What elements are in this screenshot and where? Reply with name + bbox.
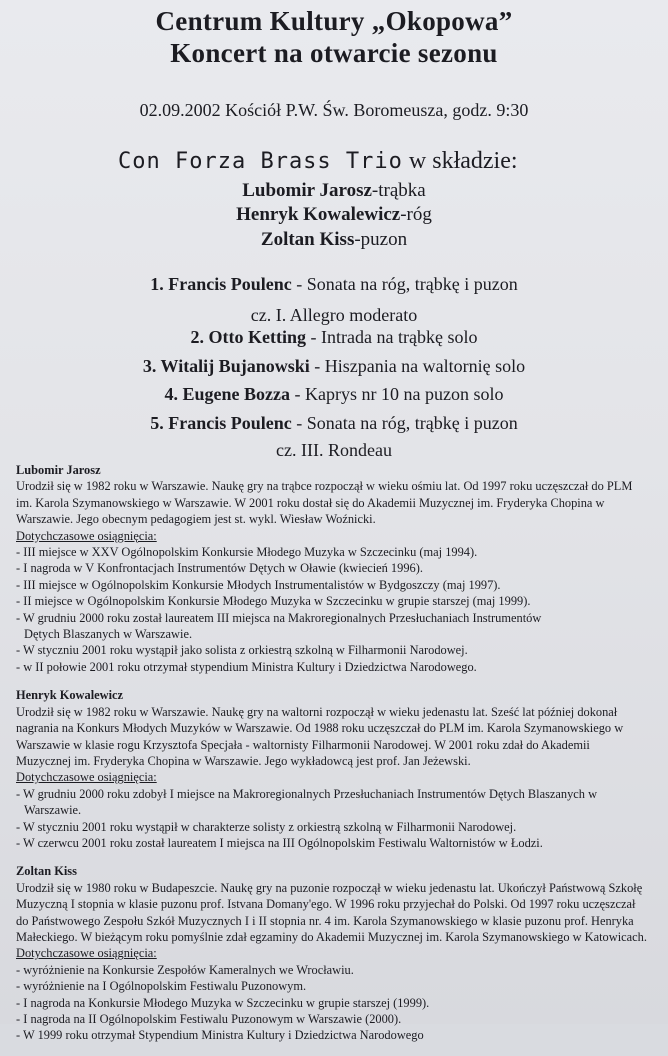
achievement-item: - W grudniu 2000 roku został laureatem III miejsca na Makroregionalnych Przesłuchaniach Instrumentów — [16, 610, 542, 625]
bio-name: Lubomir Jarosz — [16, 463, 101, 477]
bio-kiss — [16, 863, 656, 1043]
program-work: - Intrada na trąbkę solo — [306, 327, 478, 347]
bio-text-line: Małeckiego. W bieżącym roku pomyślnie zdał egzaminy do Akademii Muzycznej im. Karola Szymanowskiego w Katowicach. — [16, 929, 647, 944]
achievement-item: - I nagroda na II Ogólnopolskim Festiwalu Puzonowym w Warszawie (2000). — [16, 1012, 402, 1026]
member-line — [0, 229, 668, 251]
achievement-item: - I nagroda na Konkursie Młodego Muzyka w Szczecinku w grupie starszej (1999). — [16, 995, 430, 1010]
achievement-item: Warszawie. — [24, 803, 82, 818]
program-composer: Francis Poulenc — [168, 274, 292, 294]
achievement-item: - III miejsce w Ogólnopolskim Konkursie Młodych Instrumentalistów w Bydgoszczy (maj 1997). — [16, 577, 501, 592]
member-instrument: -róg — [400, 204, 432, 225]
program-number: 2. — [190, 327, 205, 347]
program-composer: Otto Ketting — [208, 327, 307, 347]
achievement-item: - W 1999 roku otrzymał Stypendium Ministra Kultury i Dziedzictwa Narodowego — [16, 1028, 424, 1043]
bio-jarosz — [16, 462, 656, 675]
member-instrument: -trąbka — [371, 180, 426, 201]
ensemble-suffix: w składzie: — [402, 148, 518, 174]
achievements-title: Dotychczasowe osiągnięcia: — [16, 770, 157, 785]
program-work: - Hiszpania na waltornię solo — [309, 356, 526, 376]
program-number: 1. — [150, 274, 164, 294]
biographies — [16, 462, 656, 1056]
bio-kowalewicz — [16, 687, 656, 851]
achievement-item: - II miejsce w Ogólnopolskim Konkursie Młodego Muzyka w Szczecinku w grupie starszej (maj 1999). — [16, 594, 531, 609]
concert-title: Koncert na otwarcie sezonu — [170, 38, 498, 68]
program-item — [0, 327, 668, 348]
program-number: 5. — [150, 413, 164, 433]
date-venue-line: 02.09.2002 Kościół P.W. Św. Boromeusza, godz. 9:30 — [139, 100, 529, 120]
program-number: 4. — [164, 384, 179, 404]
member-instrument: -puzon — [354, 229, 408, 250]
bio-text-line: Muzycznej im. Fryderyka Chopina w Warszawie. Jego wykładowcą jest prof. Jan Jeżewski. — [16, 753, 471, 768]
bio-text-line: Urodził się w 1980 roku w Budapeszcie. Naukę gry na puzonie rozpoczął w wieku jedenastu lat. Ukończył Państwową Szkołę — [16, 880, 643, 895]
program-number: 3. — [142, 356, 157, 376]
achievement-item: Dętych Blaszanych w Warszawie. — [24, 627, 193, 642]
program-work: - Kaprys nr 10 na puzon solo — [290, 384, 504, 404]
achievement-item: - W czerwcu 2001 roku został laureatem I miejsca na III Ogólnopolskim Festiwalu Waltornistów w Łodzi. — [16, 835, 543, 850]
program-movement: cz. I. Allegro moderato — [250, 305, 418, 325]
program-item — [0, 384, 668, 405]
bio-text-line: Warszawie. Jego obecnym pedagogiem jest st. wykl. Wiesław Woźnicki. — [16, 512, 376, 527]
member-line — [0, 204, 668, 226]
bio-text-line: nagrania na Konkurs Młodych Muzyków w Warszawie. Od 1988 roku uczęszczał do PLM im. Karola Szymanowskiego w — [16, 721, 624, 736]
achievement-item: - W styczniu 2001 roku wystąpił w charakterze solisty z orkiestrą szkolną w Filharmonii Narodowej. — [16, 819, 517, 834]
member-name: Zoltan Kiss — [260, 229, 355, 250]
achievement-item: - w II połowie 2001 roku otrzymał stypendium Ministra Kultury i Dziedzictwa Narodowego. — [16, 659, 477, 674]
ensemble-line — [118, 148, 518, 175]
program-item — [0, 356, 668, 377]
bio-text-line: Urodził się w 1982 roku w Warszawie. Naukę gry na trąbce rozpoczął w wieku ośmiu lat. Od 1997 roku uczęszczał do PLM — [16, 479, 633, 494]
achievement-item: - III miejsce w XXV Ogólnopolskim Konkursie Młodego Muzyka w Szczecinku (maj 1994). — [16, 545, 478, 560]
achievement-item: - I nagroda w V Konfrontacjach Instrumentów Dętych w Oławie (kwiecień 1996). — [16, 561, 423, 576]
program-work: - Sonata na róg, trąbkę i puzon — [291, 274, 518, 294]
bio-name: Zoltan Kiss — [16, 864, 77, 879]
bio-text-line: Muzyczną I stopnia w klasie puzonu prof. Istvana Domany'ego. W 1996 roku przyjechał do Polski. Od 1997 roku uczęszczał — [16, 897, 636, 912]
achievement-item: - wyróżnienie na Konkursie Zespołów Kameralnych we Wrocławiu. — [16, 962, 354, 977]
bio-text-line: im. Karola Szymanowskiego w Warszawie. W 2001 roku dostał się do Akademii Muzycznej im. Fryderyka Chopina w — [16, 495, 605, 510]
program-item — [0, 413, 668, 434]
bio-text-line: do Państwowego Zespołu Szkół Muzycznych I i II stopnia nr. 4 im. Karola Szymanowskiego w klasie puzonu prof. Henryka — [16, 913, 634, 928]
bio-text-line: Warszawie w klasie rogu Krzysztofa Specjała - waltornisty Filharmonii Narodowej. W 2001 roku zdał do Akademii — [16, 737, 590, 752]
program-composer: Eugene Bozza — [182, 384, 291, 404]
bio-text-line: Urodził się w 1982 roku w Warszawie. Naukę gry na waltorni rozpoczął w wieku jedenastu lat. Sześć lat później dokonał — [16, 704, 618, 719]
program-item — [0, 274, 668, 295]
member-name: Lubomir Jarosz — [242, 180, 372, 201]
venue-title: Centrum Kultury „Okopowa” — [155, 6, 513, 36]
member-line — [0, 180, 668, 202]
program-movement: cz. III. Rondeau — [276, 440, 392, 460]
ensemble-name: Con Forza Brass Trio — [118, 149, 403, 174]
program-work: - Sonata na róg, trąbkę i puzon — [291, 413, 518, 433]
member-name: Henryk Kowalewicz — [236, 204, 401, 225]
bio-name: Henryk Kowalewicz — [16, 688, 124, 703]
achievement-item: - W grudniu 2000 roku zdobył I miejsce na Makroregionalnych Przesłuchaniach Instrumentów Dętych Blaszanych w — [16, 786, 598, 801]
program-composer: Witalij Bujanowski — [160, 356, 310, 376]
achievement-item: - W styczniu 2001 roku wystąpił jako solista z orkiestrą szkolną w Filharmonii Narodowej. — [16, 643, 468, 658]
achievement-item: - wyróżnienie na I Ogólnopolskim Festiwalu Puzonowym. — [16, 979, 307, 994]
program-composer: Francis Poulenc — [168, 413, 292, 433]
achievements-title: Dotychczasowe osiągnięcia: — [16, 946, 157, 961]
achievements-title: Dotychczasowe osiągnięcia: — [16, 528, 157, 543]
